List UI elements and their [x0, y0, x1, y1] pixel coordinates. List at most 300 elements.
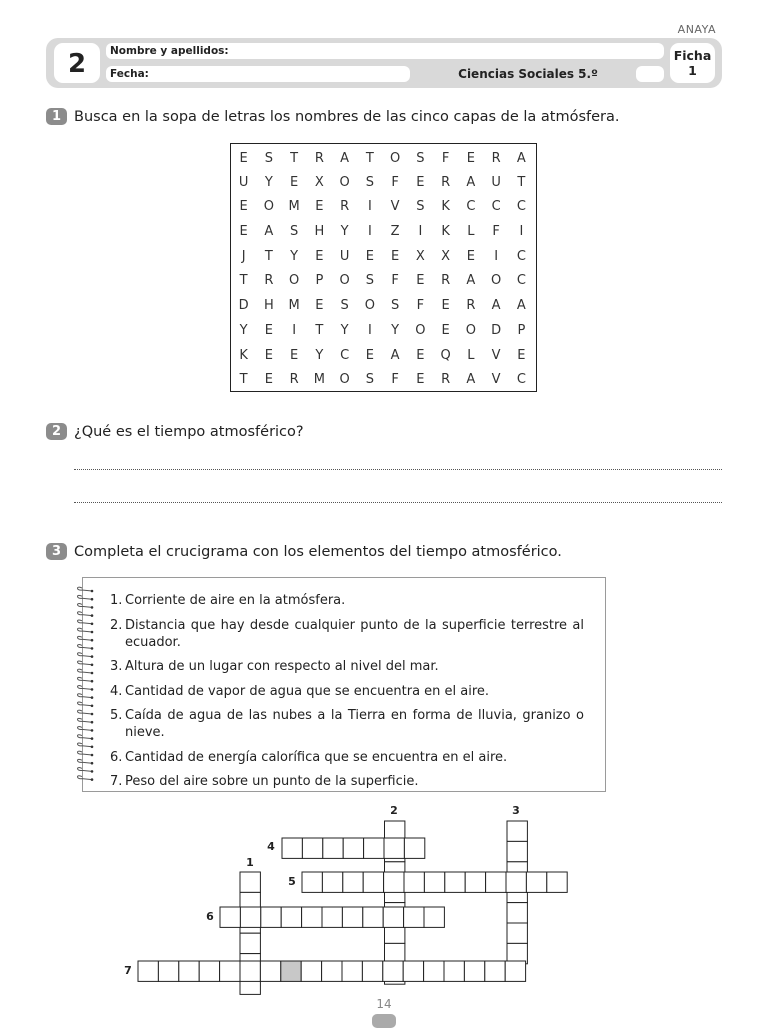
crossword-cell[interactable] [343, 872, 363, 892]
page-tab [372, 1014, 396, 1028]
question-2 [46, 423, 304, 440]
clue-number: 3. [110, 659, 123, 674]
word-search-letter[interactable]: S [390, 298, 400, 314]
word-search-letter[interactable]: Y [340, 224, 349, 240]
word-search-letter[interactable]: O [339, 372, 350, 388]
grade-field[interactable] [636, 66, 664, 82]
spiral-hole [91, 746, 94, 749]
spiral-ring [78, 661, 93, 665]
word-search-letter[interactable]: F [391, 273, 399, 289]
word-search-letter[interactable]: F [416, 298, 425, 314]
word-search-letter[interactable]: E [239, 224, 248, 240]
crossword-cell[interactable] [301, 961, 321, 981]
clue-text: Corriente de aire en la atmósfera. [125, 593, 346, 608]
spiral-hole [91, 754, 94, 757]
word-search-letter[interactable]: E [264, 372, 273, 388]
word-search-letter[interactable]: I [292, 322, 297, 338]
spiral-hole [91, 770, 94, 773]
word-search-letter[interactable]: A [264, 224, 274, 240]
crossword-cell[interactable] [364, 838, 384, 858]
word-search-letter[interactable]: E [416, 273, 425, 289]
crossword-cell[interactable] [343, 838, 363, 858]
word-search-letter[interactable]: S [416, 151, 425, 166]
clue-text: Cantidad de energía calorífica que se encuentra en el aire. [125, 749, 508, 765]
spiral-ring [78, 595, 93, 599]
crossword-cell[interactable] [547, 872, 567, 892]
publisher-logo: ANAYA [677, 23, 716, 36]
crossword-cell[interactable] [385, 943, 405, 963]
crossword-cell[interactable] [384, 838, 404, 858]
word-search-letter[interactable]: S [365, 273, 374, 289]
word-search-letter[interactable]: O [390, 151, 401, 166]
word-search-letter[interactable]: Y [290, 248, 299, 264]
word-search-letter[interactable]: S [264, 151, 273, 166]
word-search-letter[interactable]: S [340, 298, 349, 314]
word-search-letter[interactable]: T [239, 372, 248, 388]
spiral-ring [78, 727, 93, 731]
word-search-letter[interactable]: F [391, 174, 399, 190]
spiral-hole [91, 729, 94, 732]
crossword-label: 7 [124, 964, 132, 977]
crossword-cell[interactable] [385, 841, 405, 861]
spiral-hole [91, 672, 94, 675]
word-search-letter[interactable]: C [491, 199, 501, 215]
clue-number: 2. [110, 617, 123, 633]
word-search-letter[interactable]: P [315, 273, 324, 289]
word-search-letter[interactable]: Z [390, 224, 400, 240]
crossword-cell[interactable] [507, 923, 527, 943]
crossword-cell[interactable] [302, 907, 322, 927]
crossword-label: 2 [390, 804, 398, 817]
crossword-cell[interactable] [445, 872, 465, 892]
clue-item [110, 749, 584, 766]
crossword-cell[interactable] [240, 974, 260, 994]
crossword-cell[interactable] [260, 961, 280, 981]
spiral-ring [78, 612, 93, 616]
spiral-ring [78, 702, 93, 706]
spiral-hole [91, 680, 94, 683]
word-search-letter[interactable]: E [290, 174, 299, 190]
word-search-letter[interactable]: O [465, 322, 476, 338]
spiral-ring [78, 776, 93, 780]
word-search-letter[interactable]: P [517, 322, 526, 338]
word-search-letter[interactable]: Y [340, 322, 349, 338]
spiral-hole [91, 713, 94, 716]
clue-item [110, 617, 584, 651]
word-search-letter[interactable]: S [365, 372, 374, 388]
clue-number: 7. [110, 774, 123, 789]
word-search-letter[interactable]: E [264, 322, 273, 338]
word-search-letter[interactable]: E [290, 347, 299, 363]
word-search-letter[interactable]: U [238, 174, 249, 190]
word-search-letter[interactable]: Y [264, 174, 273, 190]
spiral-hole [91, 614, 94, 617]
word-search-letter[interactable]: C [466, 199, 476, 215]
crossword-cell[interactable] [342, 961, 362, 981]
word-search-row [231, 245, 534, 270]
word-search-letter[interactable]: E [416, 372, 425, 388]
word-search-letter[interactable]: F [441, 151, 450, 166]
word-search-letter[interactable]: E [441, 298, 450, 314]
word-search-row [231, 220, 534, 245]
word-search-letter[interactable]: E [365, 248, 374, 264]
word-search-letter[interactable]: I [494, 248, 499, 264]
crossword-cell[interactable] [507, 862, 527, 882]
spiral-ring [78, 710, 93, 714]
crossword-cell[interactable] [240, 907, 260, 927]
spiral-hole [91, 778, 94, 781]
word-search-letter[interactable]: O [339, 174, 350, 190]
word-search-letter[interactable]: I [418, 224, 423, 240]
crossword-cell[interactable] [281, 961, 301, 981]
word-search-row [231, 368, 534, 393]
crossword-cell[interactable] [240, 892, 260, 912]
crossword-cell[interactable] [507, 882, 527, 902]
word-search-row [231, 294, 534, 319]
word-search-letter[interactable]: V [491, 347, 501, 363]
word-search-letter[interactable]: C [516, 372, 526, 388]
spiral-ring [78, 587, 93, 591]
crossword-cell[interactable] [179, 961, 199, 981]
word-search-letter[interactable]: Y [239, 322, 248, 338]
crossword-cell[interactable] [505, 961, 525, 981]
word-search-letter[interactable]: R [441, 372, 451, 388]
crossword-cell[interactable] [385, 821, 405, 841]
crossword-cell[interactable] [404, 838, 424, 858]
word-search-letter[interactable]: C [516, 248, 526, 264]
crossword-cell[interactable] [526, 872, 546, 892]
spiral-ring [78, 735, 93, 739]
word-search-letter[interactable]: A [340, 151, 350, 166]
word-search-letter[interactable]: I [367, 199, 372, 215]
crossword-label: 4 [267, 840, 275, 853]
crossword-cell[interactable] [363, 872, 383, 892]
word-search-row [231, 319, 534, 344]
word-search-letter[interactable]: E [391, 248, 400, 264]
clue-text: Caída de agua de las nubes a la Tierra en forma de lluvia, granizo o nieve. [125, 708, 584, 740]
word-search-letter[interactable]: C [340, 347, 350, 363]
crossword-cell[interactable] [240, 961, 260, 981]
crossword-cell[interactable] [444, 961, 464, 981]
question-number: 3 [46, 543, 67, 560]
crossword-cell[interactable] [404, 872, 424, 892]
clue-text: Cantidad de vapor de agua que se encuentra en el aire. [125, 683, 490, 699]
crossword-cell[interactable] [385, 862, 405, 882]
name-label: Nombre y apellidos: [110, 45, 229, 57]
word-search-letter[interactable]: O [289, 273, 300, 289]
word-search [230, 143, 537, 392]
word-search-letter[interactable]: O [263, 199, 274, 215]
spiral-hole [91, 631, 94, 634]
word-search-letter[interactable]: T [365, 151, 374, 166]
answer-line[interactable] [74, 469, 722, 470]
word-search-letter[interactable]: R [466, 298, 476, 314]
spiral-ring [78, 677, 93, 681]
word-search-letter[interactable]: V [390, 199, 400, 215]
crossword-cell[interactable] [240, 872, 260, 892]
crossword-cell[interactable] [362, 961, 382, 981]
word-search-letter[interactable]: T [239, 273, 248, 289]
spiral-binding-icon [74, 584, 96, 784]
word-search-row [231, 146, 534, 171]
spiral-hole [91, 590, 94, 593]
word-search-letter[interactable]: F [492, 224, 500, 240]
crossword-cell[interactable] [424, 872, 444, 892]
question-number: 1 [46, 108, 67, 125]
crossword-cell[interactable] [383, 907, 403, 927]
unit-number: 2 [54, 43, 100, 83]
spiral-hole [91, 664, 94, 667]
crossword-cell[interactable] [485, 961, 505, 981]
spiral-ring [78, 751, 93, 755]
word-search-letter[interactable]: O [415, 322, 426, 338]
word-search-letter[interactable]: E [441, 322, 450, 338]
word-search-letter[interactable]: T [517, 174, 526, 190]
crossword-cell[interactable] [465, 872, 485, 892]
word-search-letter[interactable]: E [315, 199, 324, 215]
crossword-label: 1 [246, 856, 254, 869]
date-label: Fecha: [110, 68, 149, 80]
word-search-letter[interactable]: R [289, 372, 299, 388]
word-search-letter[interactable]: A [466, 372, 476, 388]
crossword-cell[interactable] [384, 872, 404, 892]
spiral-ring [78, 768, 93, 772]
spiral-hole [91, 598, 94, 601]
crossword-label: 3 [512, 804, 520, 817]
question-number: 2 [46, 423, 67, 440]
clue-number: 1. [110, 593, 123, 608]
word-search-letter[interactable]: T [264, 248, 273, 264]
clue-number: 4. [110, 683, 123, 699]
crossword-cell[interactable] [385, 882, 405, 902]
crossword-cell[interactable] [322, 961, 342, 981]
clue-number: 5. [110, 708, 123, 723]
word-search-letter[interactable]: U [339, 248, 350, 264]
crossword-cell[interactable] [158, 961, 178, 981]
crossword-cell[interactable] [240, 933, 260, 953]
page-number: 14 [376, 997, 392, 1011]
word-search-letter[interactable]: H [314, 224, 325, 240]
crossword-cell[interactable] [302, 872, 322, 892]
word-search-letter[interactable]: J [241, 248, 246, 264]
subject-title: Ciencias Sociales 5.º [458, 67, 598, 81]
word-search-row [231, 269, 534, 294]
clue-list [110, 592, 584, 798]
word-search-letter[interactable]: R [340, 199, 350, 215]
word-search-letter[interactable]: M [313, 372, 325, 388]
word-search-letter[interactable]: I [519, 224, 524, 240]
word-search-letter[interactable]: E [365, 347, 374, 363]
word-search-letter[interactable]: C [516, 199, 526, 215]
word-search-letter[interactable]: A [466, 174, 476, 190]
ficha-number: 1 [688, 63, 697, 78]
spiral-ring [78, 743, 93, 747]
clue-text: Altura de un lugar con respecto al nivel del mar. [125, 659, 439, 674]
spiral-hole [91, 721, 94, 724]
clue-text: Peso del aire sobre un punto de la superficie. [125, 774, 419, 789]
spiral-hole [91, 655, 94, 658]
word-search-letter[interactable]: F [391, 372, 399, 388]
spiral-ring [78, 604, 93, 608]
word-search-letter[interactable]: S [289, 224, 299, 240]
word-search-letter[interactable]: D [491, 322, 502, 338]
word-search-letter[interactable]: R [441, 273, 451, 289]
question-3 [46, 543, 562, 560]
word-search-row [231, 344, 534, 369]
word-search-letter[interactable]: A [491, 298, 501, 314]
word-search-letter[interactable]: K [441, 224, 450, 240]
word-search-letter[interactable]: X [441, 248, 451, 264]
ficha-badge [670, 43, 715, 83]
word-search-letter[interactable]: D [238, 298, 249, 314]
word-search-letter[interactable]: M [288, 199, 300, 215]
crossword-cell[interactable] [322, 872, 342, 892]
question-text: Busca en la sopa de letras los nombres de las cinco capas de la atmósfera. [74, 109, 620, 125]
crossword-label: 5 [288, 875, 296, 888]
word-search-letter[interactable]: M [288, 298, 300, 314]
question-text: Completa el crucigrama con los elementos del tiempo atmosférico. [74, 544, 562, 560]
crossword-cell[interactable] [322, 907, 342, 927]
crossword-cell[interactable] [383, 961, 403, 981]
spiral-ring [78, 718, 93, 722]
crossword-cell[interactable] [240, 954, 260, 974]
crossword-label: 6 [206, 910, 214, 923]
word-search-letter[interactable]: E [315, 298, 324, 314]
word-search-letter[interactable]: L [467, 224, 475, 240]
word-search-letter[interactable]: V [491, 372, 501, 388]
word-search-letter[interactable]: T [315, 322, 324, 338]
clue-item [110, 683, 584, 700]
crossword-cell[interactable] [507, 903, 527, 923]
crossword-cell[interactable] [403, 961, 423, 981]
spiral-ring [78, 645, 93, 649]
word-search-letter[interactable]: R [441, 174, 451, 190]
word-search-letter[interactable]: S [416, 199, 425, 215]
crossword-cell[interactable] [281, 907, 301, 927]
spiral-ring [78, 759, 93, 763]
crossword-cell[interactable] [506, 872, 526, 892]
crossword-cell[interactable] [302, 838, 322, 858]
word-search-letter[interactable]: E [466, 151, 475, 166]
clue-item [110, 658, 584, 675]
word-search-letter[interactable]: L [467, 347, 475, 363]
crossword-cell[interactable] [220, 961, 240, 981]
word-search-letter[interactable]: E [239, 151, 248, 166]
spiral-hole [91, 639, 94, 642]
crossword-cell[interactable] [240, 913, 260, 933]
spiral-ring [78, 628, 93, 632]
word-search-letter[interactable]: X [314, 174, 324, 190]
spiral-ring [78, 620, 93, 624]
word-search-letter[interactable]: Q [440, 347, 451, 363]
word-search-letter[interactable]: K [239, 347, 248, 363]
crossword-cell[interactable] [199, 961, 219, 981]
spiral-hole [91, 705, 94, 708]
clue-item [110, 773, 584, 790]
word-search-letter[interactable]: E [416, 174, 425, 190]
word-search-letter[interactable]: A [516, 151, 526, 166]
word-search-letter[interactable]: E [315, 248, 324, 264]
word-search-letter[interactable]: K [441, 199, 450, 215]
clue-number: 6. [110, 749, 123, 765]
crossword-cell[interactable] [220, 907, 240, 927]
clue-text: Distancia que hay desde cualquier punto de la superficie terrestre al ecuador. [125, 617, 584, 650]
ficha-label: Ficha [673, 48, 712, 63]
clue-item [110, 707, 584, 741]
crossword-cell[interactable] [507, 841, 527, 861]
word-search-letter[interactable]: Y [391, 322, 400, 338]
spiral-ring [78, 653, 93, 657]
word-search-letter[interactable]: S [365, 174, 374, 190]
word-search-letter[interactable]: R [491, 151, 501, 166]
crossword-cell[interactable] [507, 943, 527, 963]
spiral-hole [91, 696, 94, 699]
spiral-ring [78, 669, 93, 673]
crossword-cell[interactable] [486, 872, 506, 892]
crossword-cell[interactable] [342, 907, 362, 927]
word-search-letter[interactable]: H [263, 298, 274, 314]
date-field[interactable] [106, 66, 410, 82]
word-search-letter[interactable]: E [517, 347, 526, 363]
word-search-letter[interactable]: A [516, 298, 526, 314]
crossword-cell[interactable] [464, 961, 484, 981]
word-search-letter[interactable]: T [290, 151, 299, 166]
word-search-letter[interactable]: A [466, 273, 476, 289]
word-search-letter[interactable]: U [491, 174, 501, 190]
word-search-letter[interactable]: Y [315, 347, 324, 363]
question-1 [46, 108, 620, 125]
crossword-cell[interactable] [323, 838, 343, 858]
word-search-letter[interactable]: X [415, 248, 425, 264]
spiral-hole [91, 737, 94, 740]
word-search-letter[interactable]: E [264, 347, 273, 363]
name-field[interactable] [106, 43, 664, 59]
crossword-cell[interactable] [385, 903, 405, 923]
answer-line[interactable] [74, 502, 722, 503]
question-text: ¿Qué es el tiempo atmosférico? [74, 424, 304, 440]
word-search-letter[interactable]: E [416, 347, 425, 363]
word-search-letter[interactable]: E [466, 248, 475, 264]
spiral-hole [91, 762, 94, 765]
spiral-ring [78, 686, 93, 690]
word-search-letter[interactable]: I [367, 224, 372, 240]
word-search-letter[interactable]: R [314, 151, 324, 166]
crossword-cell[interactable] [282, 838, 302, 858]
crossword-cell[interactable] [404, 907, 424, 927]
spiral-hole [91, 688, 94, 691]
word-search-letter[interactable]: I [367, 322, 372, 338]
word-search-letter[interactable]: E [239, 199, 248, 215]
word-search-letter[interactable]: O [491, 273, 502, 289]
word-search-letter[interactable]: O [339, 273, 350, 289]
spiral-hole [91, 647, 94, 650]
crossword-cell[interactable] [424, 907, 444, 927]
crossword-cell[interactable] [363, 907, 383, 927]
word-search-letter[interactable]: A [390, 347, 400, 363]
crossword-cell[interactable] [261, 907, 281, 927]
word-search-grid [231, 144, 536, 393]
crossword-cell[interactable] [138, 961, 158, 981]
crossword-cell[interactable] [385, 964, 405, 984]
crossword-cell[interactable] [424, 961, 444, 981]
crossword-cell[interactable] [507, 821, 527, 841]
word-search-row [231, 171, 534, 196]
word-search-letter[interactable]: O [364, 298, 375, 314]
crossword-cell[interactable] [385, 923, 405, 943]
spiral-hole [91, 606, 94, 609]
word-search-letter[interactable]: C [516, 273, 526, 289]
word-search-letter[interactable]: R [264, 273, 274, 289]
